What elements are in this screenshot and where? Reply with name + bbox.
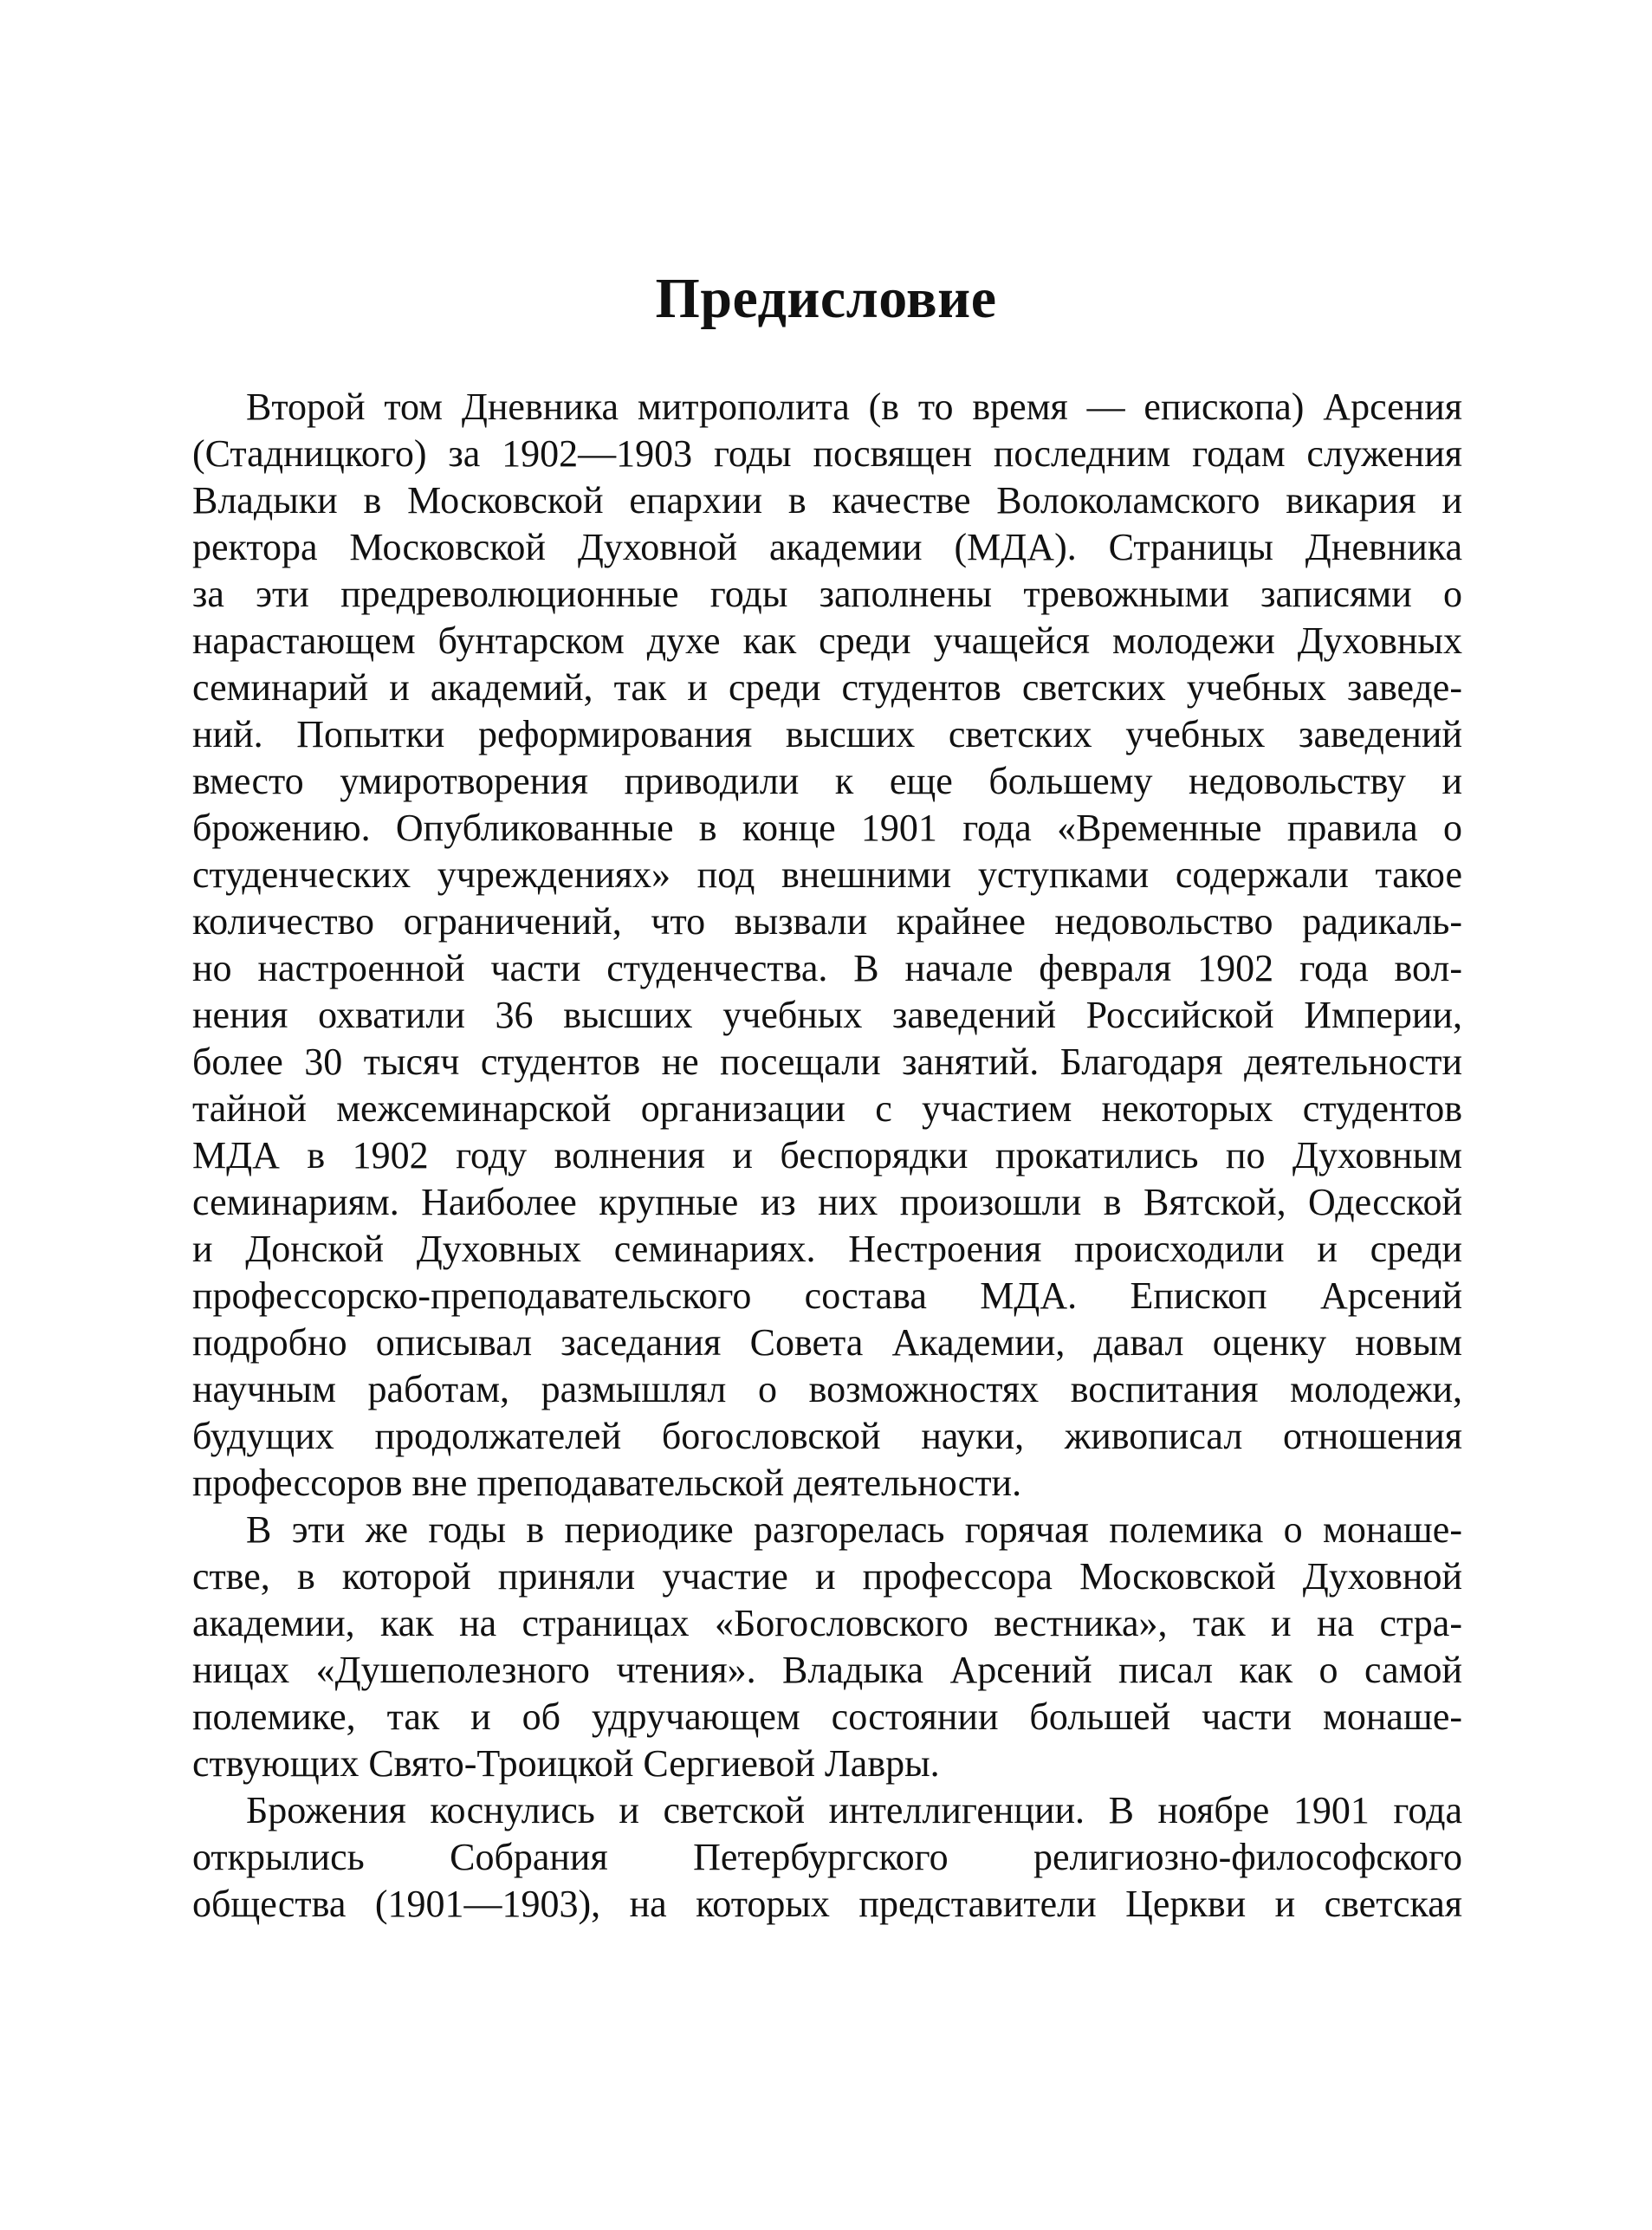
text-line: брожению. Опубликованные в конце 1901 года «Временные правила о <box>192 807 1462 849</box>
text-line: будущих продолжателей богословской науки, живописал отношения <box>192 1415 1462 1457</box>
paragraph <box>192 1787 1462 1928</box>
text-line: студенческих учреждениях» под внешними уступками содержали такое <box>192 853 1462 896</box>
text-line: нарастающем бунтарском духе как среди учащейся молодежи Духовных <box>192 619 1462 662</box>
text-line: ницах «Душеполезного чтения». Владыка Арсений писал как о самой <box>192 1649 1462 1691</box>
text-line: ректора Московской Духовной академии (МДА). Страницы Дневника <box>192 526 1462 568</box>
text-line: научным работам, размышлял о возможностях воспитания молодежи, <box>192 1368 1462 1410</box>
text-line: но настроенной части студенчества. В начале февраля 1902 года вол- <box>192 947 1462 989</box>
text-line: МДА в 1902 году волнения и беспорядки прокатились по Духовным <box>192 1134 1462 1177</box>
text-line: полемике, так и об удручающем состоянии большей части монаше- <box>192 1695 1462 1738</box>
text-line: более 30 тысяч студентов не посещали занятий. Благодаря деятельности <box>192 1040 1462 1083</box>
text-line: общества (1901—1903), на которых представители Церкви и светская <box>192 1883 1462 1925</box>
text-line: профессоров вне преподавательской деятельности. <box>192 1462 1022 1504</box>
text-line: Владыки в Московской епархии в качестве Волоколамского викария и <box>192 479 1462 522</box>
text-line: и Донской Духовных семинариях. Нестроения происходили и среди <box>192 1228 1462 1270</box>
text-line: открылись Собрания Петербургского религиозно-философского <box>192 1836 1462 1878</box>
text-line: подробно описывал заседания Совета Академии, давал оценку новым <box>192 1321 1462 1364</box>
paragraph <box>192 1507 1462 1787</box>
text-line: тайной межсеминарской организации с участием некоторых студентов <box>192 1087 1462 1130</box>
text-line: профессорско-преподавательского состава МДА. Епископ Арсений <box>192 1274 1462 1317</box>
text-line: В эти же годы в периодике разгорелась горячая полемика о монаше- <box>246 1508 1462 1551</box>
text-line: Второй том Дневника митрополита (в то время — епископа) Арсения <box>246 386 1462 428</box>
text-line: семинариям. Наиболее крупные из них произошли в Вятской, Одесской <box>192 1181 1462 1223</box>
text-line: нения охватили 36 высших учебных заведений Российской Империи, <box>192 994 1462 1036</box>
text-line: семинарий и академий, так и среди студентов светских учебных заведе- <box>192 666 1462 709</box>
text-line: количество ограничений, что вызвали крайнее недовольство радикаль- <box>192 900 1462 943</box>
text-line: Брожения коснулись и светской интеллигенции. В ноябре 1901 года <box>246 1789 1462 1831</box>
text-line: (Стадницкого) за 1902—1903 годы посвящен последним годам служения <box>192 432 1462 475</box>
page-title: Предисловие <box>655 267 997 330</box>
text-line: ствующих Свято-Троицкой Сергиевой Лавры. <box>192 1742 940 1785</box>
paragraph <box>192 384 1462 1507</box>
text-line: за эти предреволюционные годы заполнены тревожными записями о <box>192 573 1462 615</box>
text-line: академии, как на страницах «Богословского вестника», так и на стра- <box>192 1602 1462 1644</box>
body-text <box>192 384 1462 1928</box>
text-line: вместо умиротворения приводили к еще большему недовольству и <box>192 760 1462 802</box>
text-line: ний. Попытки реформирования высших светских учебных заведений <box>192 713 1462 755</box>
text-line: стве, в которой приняли участие и профессора Московской Духовной <box>192 1555 1462 1598</box>
